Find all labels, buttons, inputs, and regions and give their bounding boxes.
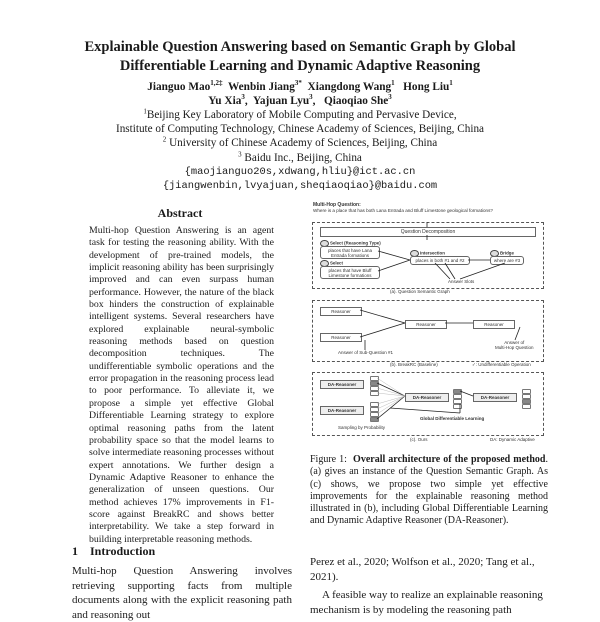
figure-caption: Figure 1: Overall architecture of the proposed method. (a) gives an instance of the Question Semantic Graph. As (c) shows, we propose two simple yet effective improvements for the explainable reasoning method illustrated in (b), including Global Differentiable Learning and Dynamic Adaptive Reasoner (DA-Reasoner).	[310, 454, 548, 527]
right-column-text	[310, 555, 548, 617]
email: {maojianguo20s,xdwang,hliu}@ict.ac.cn	[184, 165, 416, 178]
node-3-label: Intersection	[410, 250, 445, 257]
gdl-label: Global Differentiable Learning	[420, 416, 485, 421]
answer-sub-question-label: Answer of Sub-Question #1	[338, 350, 394, 355]
paragraph-start: A feasible way to realize an explainable reasoning mechanism is by modeling the reasoning path	[310, 589, 543, 616]
author: Qiaoqiao She$^3$	[323, 93, 392, 107]
author: Jianguo Mao$^{1,2\ddagger}$	[147, 79, 223, 93]
node-4-box: where are #3	[490, 256, 524, 265]
affiliation: Institute of Computing Technology, Chinese Academy of Sciences, Beijing, China	[115, 123, 485, 136]
panel-c-legend: DA: Dynamic Adaptive	[490, 437, 535, 442]
sampling-label: Sampling by Probability	[338, 425, 386, 430]
node-1-label: Select (Reasoning Type)	[320, 240, 381, 247]
paper-title	[0, 38, 600, 76]
da-reasoner-box: DA-Reasoner	[473, 393, 517, 402]
node-1-box: places that have Lana Entrada formations	[320, 246, 380, 259]
da-reasoner-box: DA-Reasoner	[405, 393, 449, 402]
figure-arrows	[310, 200, 546, 445]
email: {jiangwenbin,lvyajuan,sheqiaoqiao}@baidu.com	[162, 180, 438, 193]
abstract-body: Multi-hop Question Answering is an agent task for testing the reasoning ability. With the development of pre-trained models, the implicit reasoning ability has been surprisingly improved and can even surpass human performance. However, the nature of the black box hinders the construction of explainable intelligent systems. Several researchers have explored explainable neural-symbolic reasoning methods based on question decomposition techniques. The undifferentiable symbolic operations and the error propagation in the reasoning process lead to poor performance. To alleviate it, we propose a simple yet effective Global Differentiable Learning strategy to explore optimal reasoning paths from the latent probability space so that the model learns to solve intermediate reasoning processes without expert annotations. We further design a Dynamic Adaptive Reasoner to enhance the generalization of unseen questions. Our method achieves 17% improvements in F1-score against BreakRC and shows better interpretability. We take a step forward in building interpretable reasoning methods.	[89, 225, 275, 545]
abstract-heading: Abstract	[157, 206, 203, 220]
affiliations	[0, 108, 600, 193]
da-reasoner-box: DA-Reasoner	[320, 380, 364, 389]
da-reasoner-box: DA-Reasoner	[320, 406, 364, 415]
reasoner-box: Reasoner	[320, 333, 362, 342]
author: Wenbin Jiang$^{3*}$	[228, 79, 302, 93]
figure-1	[310, 200, 546, 445]
reasoner-box: Reasoner	[473, 320, 515, 329]
node-4-label: Bridge	[490, 250, 514, 257]
title-line-1: Explainable Question Answering based on Semantic Graph by Global	[84, 39, 516, 55]
introduction-body: Multi-hop Question Answering involves retrieving supporting facts from multiple documents along with the explicit reasoning path and reasoning out	[72, 565, 292, 621]
node-2-label: Select	[320, 260, 343, 267]
author-list: Jianguo Mao$^{1,2\ddagger}$ Wenbin Jiang$^{3*}$ Xiangdong Wang$^1$ Hong Liu$^1$ Yu Xia$^3$, Yajuan Lyu$^3$, Qiaoqiao She$^3$	[147, 79, 453, 107]
affiliation: $^2$ University of Chinese Academy of Sciences, Beijing, China	[162, 135, 438, 150]
affiliation: $^1$Beijing Key Laboratory of Mobile Computing and Pervasive Device,	[143, 107, 457, 121]
section-heading-introduction: 1 Introduction	[72, 544, 156, 558]
answer-multi-hop-label: Answer of Multi-Hop Question	[495, 340, 534, 350]
node-2-box: places that have Bluff Limestone formations	[320, 266, 380, 279]
node-3-box: places in both #1 and #2	[410, 256, 470, 265]
reasoner-box: Reasoner	[405, 320, 447, 329]
question-text: Where is a place that has both Lana Entrada and Bluff Limestone geological formations?	[313, 208, 493, 213]
author: Yu Xia$^3$	[208, 93, 245, 107]
affiliation: $^3$ Baidu Inc., Beijing, China	[238, 149, 362, 164]
author: Yajuan Lyu$^3$	[252, 93, 313, 107]
panel-c-caption: (c). Ours	[410, 437, 428, 442]
citation-line: Perez et al., 2020; Wolfson et al., 2020; Tang et al., 2021).	[310, 556, 535, 583]
question-label: Multi-Hop Question:	[313, 202, 361, 208]
title-line-2: Differentiable Learning and Dynamic Adaptive Reasoning	[119, 58, 481, 74]
panel-b-caption: (b). BreakRC (Baseline)	[390, 362, 438, 367]
panel-b-legend: ✓: Undifferentiable Operation	[472, 362, 531, 367]
question-decomposition-box: Question Decomposition	[320, 227, 536, 237]
reasoner-box: Reasoner	[320, 307, 362, 316]
author: Xiangdong Wang$^1$	[307, 79, 395, 93]
author: Hong Liu$^1$	[403, 79, 453, 93]
panel-a-caption: (a). Question Semantic Graph	[390, 289, 450, 294]
answer-slots-label: Answer Slots	[448, 279, 475, 284]
